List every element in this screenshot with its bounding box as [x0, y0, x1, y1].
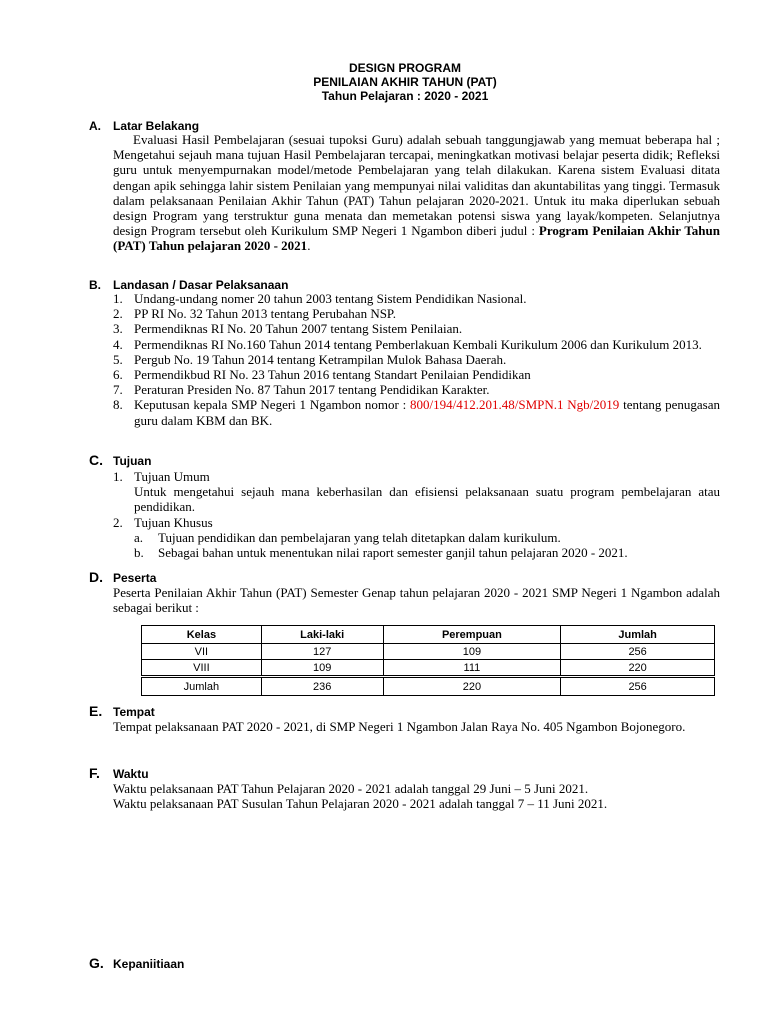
sub-list-item: [134, 545, 720, 560]
header-perempuan: Perempuan: [383, 626, 561, 644]
section-a-title: Latar Belakang: [113, 119, 200, 133]
cell-kelas: VII: [142, 644, 262, 660]
section-a-heading: [89, 119, 199, 133]
table-header-row: [142, 626, 715, 644]
item-number: 1.: [113, 291, 123, 306]
section-g-letter: G.: [89, 955, 104, 971]
section-a-letter: A.: [89, 119, 101, 133]
item-number: 3.: [113, 321, 123, 337]
item-number: 7.: [113, 382, 123, 398]
item-number: 5.: [113, 351, 123, 367]
cell-jumlah: 256: [561, 644, 715, 660]
item-number: b.: [134, 545, 144, 561]
section-b-title: Landasan / Dasar Pelaksanaan: [113, 278, 289, 292]
decree-number: 800/194/412.201.48/SMPN.1 Ngb/2019: [410, 397, 620, 413]
section-b-heading: [89, 278, 288, 292]
section-e-heading: [89, 704, 155, 719]
item-number: a.: [134, 529, 144, 545]
section-a-end: .: [307, 238, 311, 254]
section-a-paragraph: [113, 132, 720, 254]
item-text: Keputusan kepala SMP Negeri 1 Ngambon nomor :: [134, 397, 411, 413]
list-item: [113, 321, 720, 336]
list-item: [113, 469, 720, 515]
section-f-line-1: Waktu pelaksanaan PAT Tahun Pelajaran 2020 - 2021 adalah tanggal 29 Juni – 5 Juni 2021.: [113, 781, 589, 796]
cell-laki-laki: 127: [261, 644, 383, 660]
section-f-line-2: Waktu pelaksanaan PAT Susulan Tahun Pelajaran 2020 - 2021 adalah tanggal 7 – 11 Juni 2021.: [113, 796, 608, 811]
cell-total-laki-laki: 236: [261, 677, 383, 696]
item-text: Undang-undang nomer 20 tahun 2003 tentang Sistem Pendidikan Nasional.: [134, 291, 527, 306]
header-jumlah: Jumlah: [561, 626, 715, 644]
item-text: Permendikbud RI No. 23 Tahun 2016 tentang Standart Penilaian Pendidikan: [134, 367, 531, 383]
sub-list: [113, 530, 720, 560]
doc-title-line-2: PENILAIAN AKHIR TAHUN (PAT): [313, 75, 497, 89]
header-kelas: Kelas: [142, 626, 262, 644]
item-text: Peraturan Presiden No. 87 Tahun 2017 tentang Pendidikan Karakter.: [134, 382, 490, 398]
section-c-title: Tujuan: [113, 454, 152, 468]
header-laki-laki: Laki-laki: [261, 626, 383, 644]
item-number: 4.: [113, 336, 123, 352]
cell-laki-laki: 109: [261, 660, 383, 677]
item-number: 2.: [113, 306, 123, 322]
doc-title-line-3: Tahun Pelajaran : 2020 - 2021: [321, 89, 489, 103]
item-text: PP RI No. 32 Tahun 2013 tentang Perubahan NSP.: [134, 306, 396, 322]
cell-jumlah: 220: [561, 660, 715, 677]
participants-table: [141, 625, 715, 696]
item-number: 8.: [113, 397, 123, 413]
list-item: [113, 352, 720, 367]
section-b-list: [113, 291, 720, 428]
cell-kelas: VIII: [142, 660, 262, 677]
item-text: Permendiknas RI No. 20 Tahun 2007 tentang Sistem Penilaian.: [134, 321, 463, 337]
sub-list-item: [134, 530, 720, 545]
list-item: [113, 291, 720, 306]
cell-total-jumlah: 256: [561, 677, 715, 696]
section-c-letter: C.: [89, 452, 103, 468]
section-d-paragraph: Peserta Penilaian Akhir Tahun (PAT) Semester Genap tahun pelajaran 2020 - 2021 SMP Negeri 1 Ngambon adalah sebagai berikut :: [113, 585, 720, 616]
section-a-text: Evaluasi Hasil Pembelajaran (sesuai tupoksi Guru) adalah sebuah tanggungjawab yang memuat beberapa hal ; Mengetahui sejauh mana tujuan Hasil Pembelajaran tercapai, meningkatkan motivasi belajar peserta didik; Refleksi guru untuk menyempurnakan model/metode Pembelajaran yang telah dilakukan. Karena sistem Evaluasi ditata dengan apik sehingga lahir sistem Penilaian yang mempunyai nilai validitas dan akuntabilitas yang tinggi. Termasuk dalam pelaksanaan Penilaian Akhir Tahun (PAT) Tahun pelajaran 2020-2021. Untuk itu maka diperlukan sebuah design Program yang terstruktur guna menata dan memetakan potensi siswa yang layak/kompeten. Selanjutnya design Program tersebut oleh Kurikulum SMP Negeri 1 Ngambon diberi judul :: [113, 132, 720, 239]
section-c-list: [113, 469, 720, 560]
item-text: Tujuan pendidikan dan pembelajaran yang telah ditetapkan dalam kurikulum.: [158, 529, 561, 545]
cell-perempuan: 111: [383, 660, 561, 677]
item-text: Pergub No. 19 Tahun 2014 tentang Ketrampilan Mulok Bahasa Daerah.: [134, 351, 507, 367]
section-c-heading: [89, 453, 151, 468]
item-number: 1.: [113, 469, 123, 484]
section-b-letter: B.: [89, 278, 101, 292]
item-number: 2.: [113, 514, 123, 530]
section-a-bold-title: Program Penilaian Akhir Tahun (PAT) Tahun pelajaran 2020 - 2021: [113, 223, 720, 254]
doc-title-line-1: DESIGN PROGRAM: [348, 61, 461, 75]
cell-total-label: Jumlah: [142, 677, 262, 696]
item-text: Untuk mengetahui sejauh mana keberhasilan dan efisiensi pelaksanaan suatu program pembelajaran atau pendidikan.: [134, 484, 720, 515]
item-number: 6.: [113, 367, 123, 383]
cell-total-perempuan: 220: [383, 677, 561, 696]
section-e-letter: E.: [89, 703, 103, 719]
section-e-title: Tempat: [113, 705, 155, 719]
section-d-title: Peserta: [113, 571, 157, 585]
item-text: Sebagai bahan untuk menentukan nilai raport semester ganjil tahun pelajaran 2020 - 2021.: [158, 545, 628, 561]
section-d-letter: D.: [89, 569, 103, 585]
item-text: Permendiknas RI No.160 Tahun 2014 tentang Pemberlakuan Kembali Kurikulum 2006 dan Kurikulum 2013.: [134, 336, 702, 352]
item-title: Tujuan Khusus: [134, 514, 213, 530]
item-title: Tujuan Umum: [134, 469, 210, 484]
table-row: [142, 660, 715, 677]
table-row: [142, 644, 715, 660]
section-f-letter: F.: [89, 765, 100, 781]
section-g-heading: [89, 956, 184, 971]
list-item: [113, 306, 720, 321]
section-f-heading: [89, 766, 149, 781]
list-item: [113, 515, 720, 530]
list-item: [113, 367, 720, 382]
section-g-title: Kepaniitiaan: [113, 957, 185, 971]
list-item: [113, 382, 720, 397]
section-f-title: Waktu: [113, 767, 149, 781]
item-text-continued: tentang penugasan guru dalam KBM dan BK.: [134, 397, 720, 428]
list-item: [113, 397, 720, 427]
cell-perempuan: 109: [383, 644, 561, 660]
list-item: [113, 337, 720, 352]
table-total-row: [142, 677, 715, 696]
section-d-heading: [89, 570, 156, 585]
section-e-paragraph: Tempat pelaksanaan PAT 2020 - 2021, di SMP Negeri 1 Ngambon Jalan Raya No. 405 Ngambon Bojonegoro.: [113, 719, 686, 734]
